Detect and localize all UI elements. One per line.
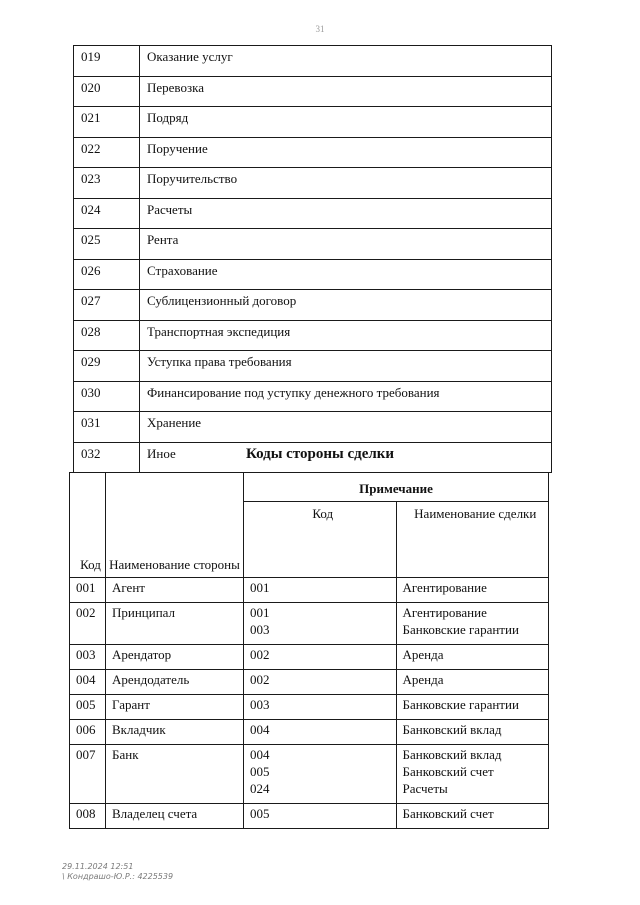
table-row <box>70 603 549 645</box>
deal-code: 001 <box>250 605 270 620</box>
party-name: Арендодатель <box>106 670 244 695</box>
deal-code: 002 <box>250 672 270 687</box>
deal-code: 005 <box>250 764 270 779</box>
header-party-name: Наименование стороны <box>106 473 244 578</box>
transaction-code: 027 <box>74 290 140 321</box>
table-row <box>74 412 552 443</box>
table-row <box>74 168 552 199</box>
party-code: 001 <box>70 578 106 603</box>
transaction-code: 024 <box>74 198 140 229</box>
transaction-name: Расчеты <box>140 198 552 229</box>
deal-name: Расчеты <box>402 781 448 796</box>
transaction-name: Хранение <box>140 412 552 443</box>
deal-names <box>396 745 549 804</box>
table-row <box>74 107 552 138</box>
transaction-name: Страхование <box>140 259 552 290</box>
transaction-name: Поручительство <box>140 168 552 199</box>
table-row <box>74 229 552 260</box>
page-number: 31 <box>315 24 325 34</box>
transaction-name: Уступка права требования <box>140 351 552 382</box>
stamp-signer: \ Кондрашо-Ю.Р.: 4225539 <box>62 872 174 881</box>
deal-code: 003 <box>250 697 270 712</box>
table-row <box>74 76 552 107</box>
party-code: 006 <box>70 720 106 745</box>
deal-names <box>396 603 549 645</box>
transaction-name: Оказание услуг <box>140 46 552 77</box>
deal-codes <box>244 645 397 670</box>
deal-names <box>396 670 549 695</box>
deal-code: 003 <box>250 622 270 637</box>
table-row <box>70 804 549 829</box>
deal-code: 004 <box>250 747 270 762</box>
transaction-codes-table <box>73 45 552 473</box>
deal-name: Банковский вклад <box>402 722 502 737</box>
deal-name: Аренда <box>402 647 444 662</box>
table-row <box>74 46 552 77</box>
deal-name: Банковский счет <box>402 764 494 779</box>
deal-name: Агентирование <box>402 605 487 620</box>
deal-code: 002 <box>250 647 270 662</box>
deal-codes <box>244 603 397 645</box>
transaction-code: 032 <box>74 442 140 473</box>
party-name: Вкладчик <box>106 720 244 745</box>
transaction-name: Рента <box>140 229 552 260</box>
party-code: 007 <box>70 745 106 804</box>
deal-names <box>396 720 549 745</box>
party-code: 002 <box>70 603 106 645</box>
transaction-code: 031 <box>74 412 140 443</box>
table-row <box>74 381 552 412</box>
party-code: 003 <box>70 645 106 670</box>
header-note-deal-name: Наименование сделки <box>396 502 549 578</box>
table-row <box>70 745 549 804</box>
transaction-name: Сублицензионный договор <box>140 290 552 321</box>
electronic-signature-stamp <box>62 862 173 882</box>
deal-name: Банковские гарантии <box>402 622 519 637</box>
deal-name: Агентирование <box>402 580 487 595</box>
deal-codes <box>244 720 397 745</box>
party-code: 005 <box>70 695 106 720</box>
table-row <box>70 670 549 695</box>
deal-names <box>396 804 549 829</box>
table-row <box>74 259 552 290</box>
party-code: 004 <box>70 670 106 695</box>
party-name: Арендатор <box>106 645 244 670</box>
deal-codes <box>244 670 397 695</box>
party-name: Агент <box>106 578 244 603</box>
section-title: Коды стороны сделки <box>245 446 395 462</box>
party-name: Владелец счета <box>106 804 244 829</box>
table-row <box>70 578 549 603</box>
deal-code: 005 <box>250 806 270 821</box>
party-code: 008 <box>70 804 106 829</box>
deal-names <box>396 645 549 670</box>
deal-codes <box>244 578 397 603</box>
transaction-code: 028 <box>74 320 140 351</box>
transaction-code: 020 <box>74 76 140 107</box>
deal-code: 004 <box>250 722 270 737</box>
party-name: Принципал <box>106 603 244 645</box>
deal-names <box>396 695 549 720</box>
deal-name: Банковский вклад <box>402 747 502 762</box>
party-codes-table <box>69 472 549 829</box>
stamp-date: 29.11.2024 12:51 <box>62 862 134 871</box>
header-code: Код <box>70 473 106 578</box>
table-row <box>74 290 552 321</box>
deal-name: Банковские гарантии <box>402 697 519 712</box>
deal-code: 024 <box>250 781 270 796</box>
deal-codes <box>244 804 397 829</box>
table-row <box>70 720 549 745</box>
table-row <box>74 320 552 351</box>
deal-codes <box>244 745 397 804</box>
header-note: Примечание <box>244 473 549 502</box>
transaction-code: 021 <box>74 107 140 138</box>
deal-name: Аренда <box>402 672 444 687</box>
transaction-name: Финансирование под уступку денежного требования <box>140 381 552 412</box>
transaction-name: Транспортная экспедиция <box>140 320 552 351</box>
deal-names <box>396 578 549 603</box>
transaction-code: 025 <box>74 229 140 260</box>
deal-codes <box>244 695 397 720</box>
table-row <box>70 645 549 670</box>
deal-name: Банковский счет <box>402 806 494 821</box>
table-row <box>74 351 552 382</box>
transaction-code: 029 <box>74 351 140 382</box>
transaction-code: 019 <box>74 46 140 77</box>
header-note-code: Код <box>244 502 397 578</box>
transaction-name: Перевозка <box>140 76 552 107</box>
table-row <box>70 695 549 720</box>
party-name: Банк <box>106 745 244 804</box>
transaction-code: 022 <box>74 137 140 168</box>
transaction-name: Подряд <box>140 107 552 138</box>
transaction-name: Иное <box>140 442 552 473</box>
deal-code: 001 <box>250 580 270 595</box>
transaction-code: 030 <box>74 381 140 412</box>
transaction-code: 026 <box>74 259 140 290</box>
table-row <box>74 198 552 229</box>
table-row <box>74 137 552 168</box>
transaction-name: Поручение <box>140 137 552 168</box>
party-name: Гарант <box>106 695 244 720</box>
transaction-code: 023 <box>74 168 140 199</box>
